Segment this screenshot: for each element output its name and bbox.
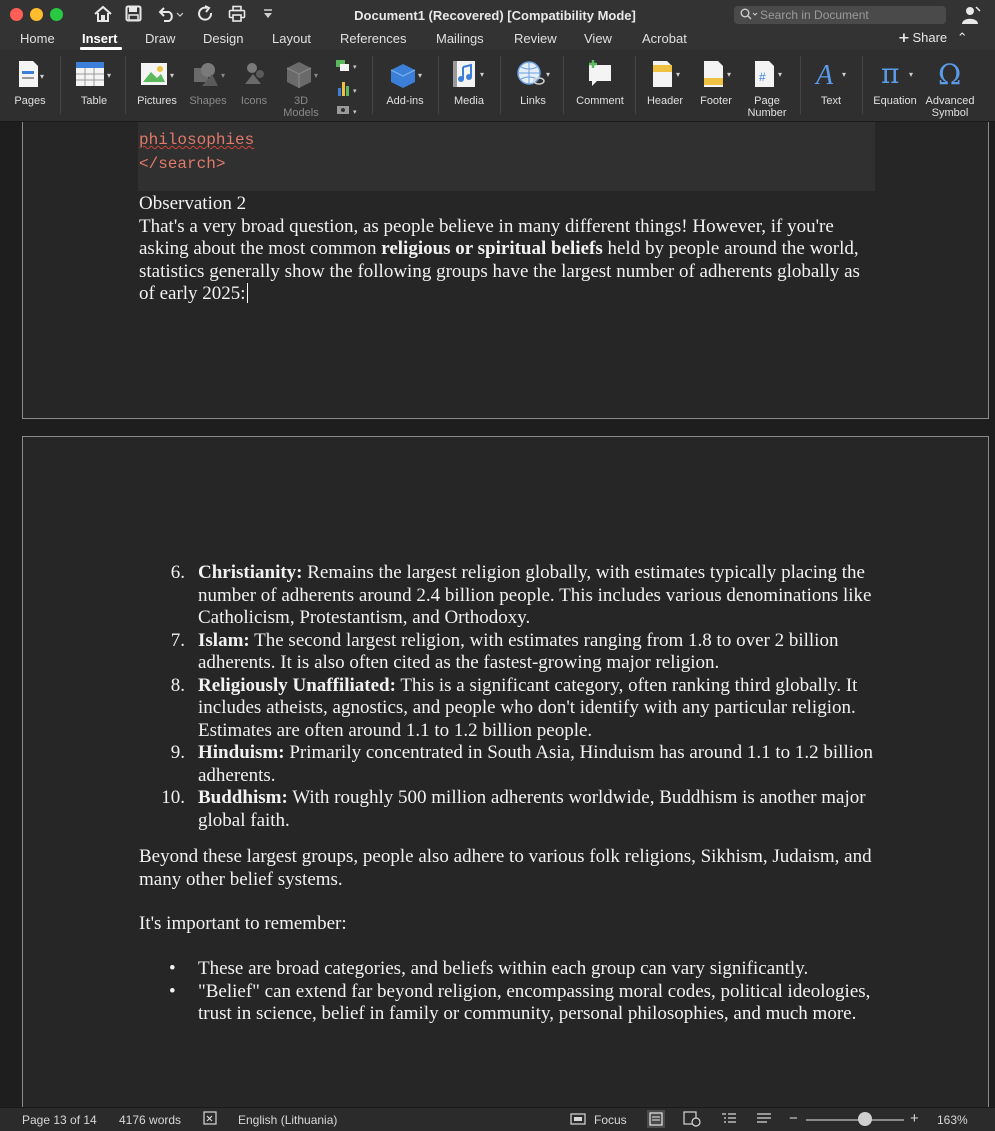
pictures-button[interactable]: ▾ Pictures: [134, 58, 180, 107]
3d-models-button[interactable]: ▾ 3D Models: [280, 58, 322, 119]
focus-icon[interactable]: [570, 1112, 586, 1129]
cube-icon: [281, 60, 321, 88]
pi-icon: [875, 59, 915, 89]
smartart-icon: [336, 60, 357, 71]
list-item: 9. Hinduism: Primarily concentrated in South Asia, Hinduism has around 1.1 to 1.2 billion adherents.: [170, 742, 873, 786]
account-icon[interactable]: [961, 5, 981, 30]
search-icon: [740, 8, 758, 23]
status-bar: [0, 1107, 995, 1131]
svg-text:▾: ▾: [546, 70, 551, 79]
shapes-button[interactable]: ▾ Shapes: [185, 58, 231, 107]
ribbon-separator: [800, 56, 801, 114]
ribbon-separator: [635, 56, 636, 114]
svg-text:▾: ▾: [314, 71, 319, 80]
title-bar: [0, 0, 995, 30]
zoom-slider-track[interactable]: [806, 1119, 904, 1121]
links-button[interactable]: ▾ Links: [511, 58, 555, 107]
zoom-level[interactable]: 163%: [937, 1113, 968, 1127]
save-icon[interactable]: [125, 5, 142, 22]
outline-view-icon[interactable]: [721, 1112, 737, 1129]
customize-toolbar-icon[interactable]: [262, 8, 274, 20]
religions-list: [139, 562, 879, 832]
collapse-ribbon-icon[interactable]: ⌃: [956, 30, 968, 45]
equation-button[interactable]: π ▾ Equation: [873, 59, 917, 107]
print-layout-view-icon[interactable]: [647, 1110, 665, 1131]
svg-text:▾: ▾: [353, 64, 357, 71]
zoom-out-button[interactable]: −: [789, 1110, 798, 1127]
advanced-symbol-button[interactable]: Ω Advanced Symbol: [925, 59, 975, 119]
svg-text:▾: ▾: [727, 70, 732, 79]
svg-text:#: #: [759, 70, 766, 84]
page-14[interactable]: [22, 436, 989, 1107]
icons-button[interactable]: Icons: [236, 58, 272, 107]
add-ins-icon: [385, 60, 425, 88]
ribbon-separator: [862, 56, 863, 114]
new-comment-button[interactable]: Comment: [572, 58, 628, 107]
document-title: Document1 (Recovered) [Compatibility Mode]: [354, 8, 636, 23]
smartart-chart-screenshot-group[interactable]: [330, 58, 360, 119]
media-icon: [449, 59, 489, 89]
pages-icon: [16, 59, 44, 89]
list-item: 6. Christianity: Remains the largest religion globally, with estimates typically placing the number of adherents around 2.4 billion people. This includes various denominations like Catholicism, Protestantism, and Orthodoxy.: [170, 562, 872, 628]
page-number-button[interactable]: # ▾ Page Number: [744, 58, 790, 119]
observation-paragraph[interactable]: [139, 193, 869, 306]
tab-acrobat[interactable]: Acrobat: [642, 31, 687, 46]
add-person-icon: ➕︎: [899, 30, 909, 45]
home-icon[interactable]: [93, 5, 113, 23]
ribbon-separator: [60, 56, 61, 114]
list-item: • "Belief" can extend far beyond religion, encompassing moral codes, political ideologies, trust in science, belief in family or community, personal philosophies, and much more.: [169, 980, 871, 1024]
pictures-icon: [137, 60, 177, 88]
svg-text:▾: ▾: [842, 70, 847, 79]
svg-text:Ω: Ω: [938, 59, 962, 89]
code-line: </search>: [139, 155, 226, 173]
shapes-icon: [188, 60, 228, 88]
media-button[interactable]: ▾ Media: [449, 58, 489, 107]
footer-button[interactable]: ▾ Footer: [695, 58, 737, 107]
print-icon[interactable]: [228, 5, 246, 23]
header-icon: [645, 59, 685, 89]
icons-icon: [239, 60, 269, 88]
bullet-list: [139, 958, 879, 1026]
tab-layout[interactable]: Layout: [272, 31, 312, 46]
comment-icon: [583, 59, 617, 89]
language-indicator[interactable]: English (Lithuania): [238, 1113, 338, 1127]
header-button[interactable]: ▾ Header: [643, 58, 687, 107]
remember-paragraph: It's important to remember:: [139, 913, 347, 934]
tab-view[interactable]: View: [584, 31, 612, 46]
document-canvas[interactable]: [0, 122, 995, 1107]
svg-text:A: A: [816, 60, 834, 89]
table-icon: [74, 60, 114, 88]
tab-review[interactable]: Review: [514, 31, 557, 46]
ribbon-separator: [372, 56, 373, 114]
page-number-icon: [747, 59, 787, 89]
ribbon-tabs: [0, 30, 995, 50]
beyond-paragraph: Beyond these largest groups, people also adhere to various folk religions, Sikhism, Judaism, and many other belief systems.: [139, 846, 872, 890]
search-placeholder: Search in Document: [760, 8, 869, 22]
pages-button[interactable]: ▾ Pages: [10, 58, 50, 107]
add-ins-button[interactable]: ▾ Add-ins: [381, 58, 429, 107]
tab-home[interactable]: Home: [20, 31, 55, 46]
screenshot-icon: [337, 106, 357, 116]
omega-icon: [934, 59, 966, 89]
ribbon-separator: [438, 56, 439, 114]
svg-text:▾: ▾: [170, 71, 175, 80]
close-window-button[interactable]: [10, 8, 23, 21]
zoom-in-button[interactable]: +: [910, 1110, 919, 1127]
svg-text:▾: ▾: [778, 70, 783, 79]
minimize-window-button[interactable]: [30, 8, 43, 21]
tab-design[interactable]: Design: [203, 31, 244, 46]
chart-icon: [338, 82, 357, 96]
ribbon-separator: [125, 56, 126, 114]
svg-text:▾: ▾: [676, 70, 681, 79]
table-button[interactable]: ▾ Table: [73, 58, 115, 107]
svg-text:π: π: [881, 59, 900, 89]
code-line: philosophies: [139, 131, 255, 149]
word-count[interactable]: 4176 words: [119, 1113, 182, 1127]
list-item: • These are broad categories, and beliefs within each group can vary significantly.: [169, 958, 809, 979]
footer-icon: [696, 59, 736, 89]
list-item: 10. Buddhism: With roughly 500 million adherents worldwide, Buddhism is another major global faith.: [161, 787, 866, 831]
web-layout-view-icon[interactable]: [683, 1111, 701, 1130]
redo-icon[interactable]: [197, 5, 215, 23]
proofing-icon[interactable]: [203, 1111, 221, 1128]
focus-mode-button[interactable]: Focus: [594, 1113, 627, 1127]
observation-heading: Observation 2: [139, 193, 247, 214]
tab-draw[interactable]: Draw: [145, 31, 176, 46]
list-item: 7. Islam: The second largest religion, with estimates ranging from 1.8 to over 2 billion adherents. It is also often cited as the fastest-growing major religion.: [170, 629, 839, 673]
share-button[interactable]: ➕︎ Share ⌃: [899, 30, 968, 45]
zoom-slider-handle[interactable]: [858, 1112, 872, 1126]
insert-ribbon: [0, 50, 995, 122]
svg-text:▾: ▾: [40, 72, 44, 81]
draft-view-icon[interactable]: [756, 1112, 772, 1129]
svg-text:▾: ▾: [353, 88, 357, 95]
tab-references[interactable]: References: [340, 31, 407, 46]
text-icon: [811, 59, 851, 89]
globe-link-icon: [513, 59, 553, 89]
svg-text:▾: ▾: [909, 70, 914, 79]
tab-mailings[interactable]: Mailings: [436, 31, 484, 46]
undo-icon[interactable]: [157, 5, 183, 23]
svg-text:▾: ▾: [221, 71, 226, 80]
search-in-document-input[interactable]: [734, 6, 946, 24]
page-13[interactable]: [22, 122, 989, 419]
tab-insert[interactable]: Insert: [82, 31, 118, 46]
observation-body: That's a very broad question, as people believe in many different things! However, if you're asking about the most common religious or spiritual beliefs held by people around the world, statistics generally show the following groups have the largest number of adherents globally as of early 2025:: [139, 215, 860, 304]
svg-text:▾: ▾: [107, 71, 112, 80]
ribbon-separator: [500, 56, 501, 114]
svg-text:▾: ▾: [353, 109, 357, 116]
svg-text:▾: ▾: [480, 70, 485, 79]
text-cursor: [247, 283, 248, 303]
text-button[interactable]: A ▾ Text: [810, 58, 852, 107]
ribbon-separator: [563, 56, 564, 114]
page-count[interactable]: Page 13 of 14: [22, 1113, 97, 1127]
list-item: 8. Religiously Unaffiliated: This is a significant category, often ranking third globally. It includes atheists, agnostics, and people who don't identify with any particular religion. Estimates are often around 1.1 to 1.2 billion people.: [170, 674, 858, 741]
svg-text:▾: ▾: [418, 71, 423, 80]
maximize-window-button[interactable]: [50, 8, 63, 21]
